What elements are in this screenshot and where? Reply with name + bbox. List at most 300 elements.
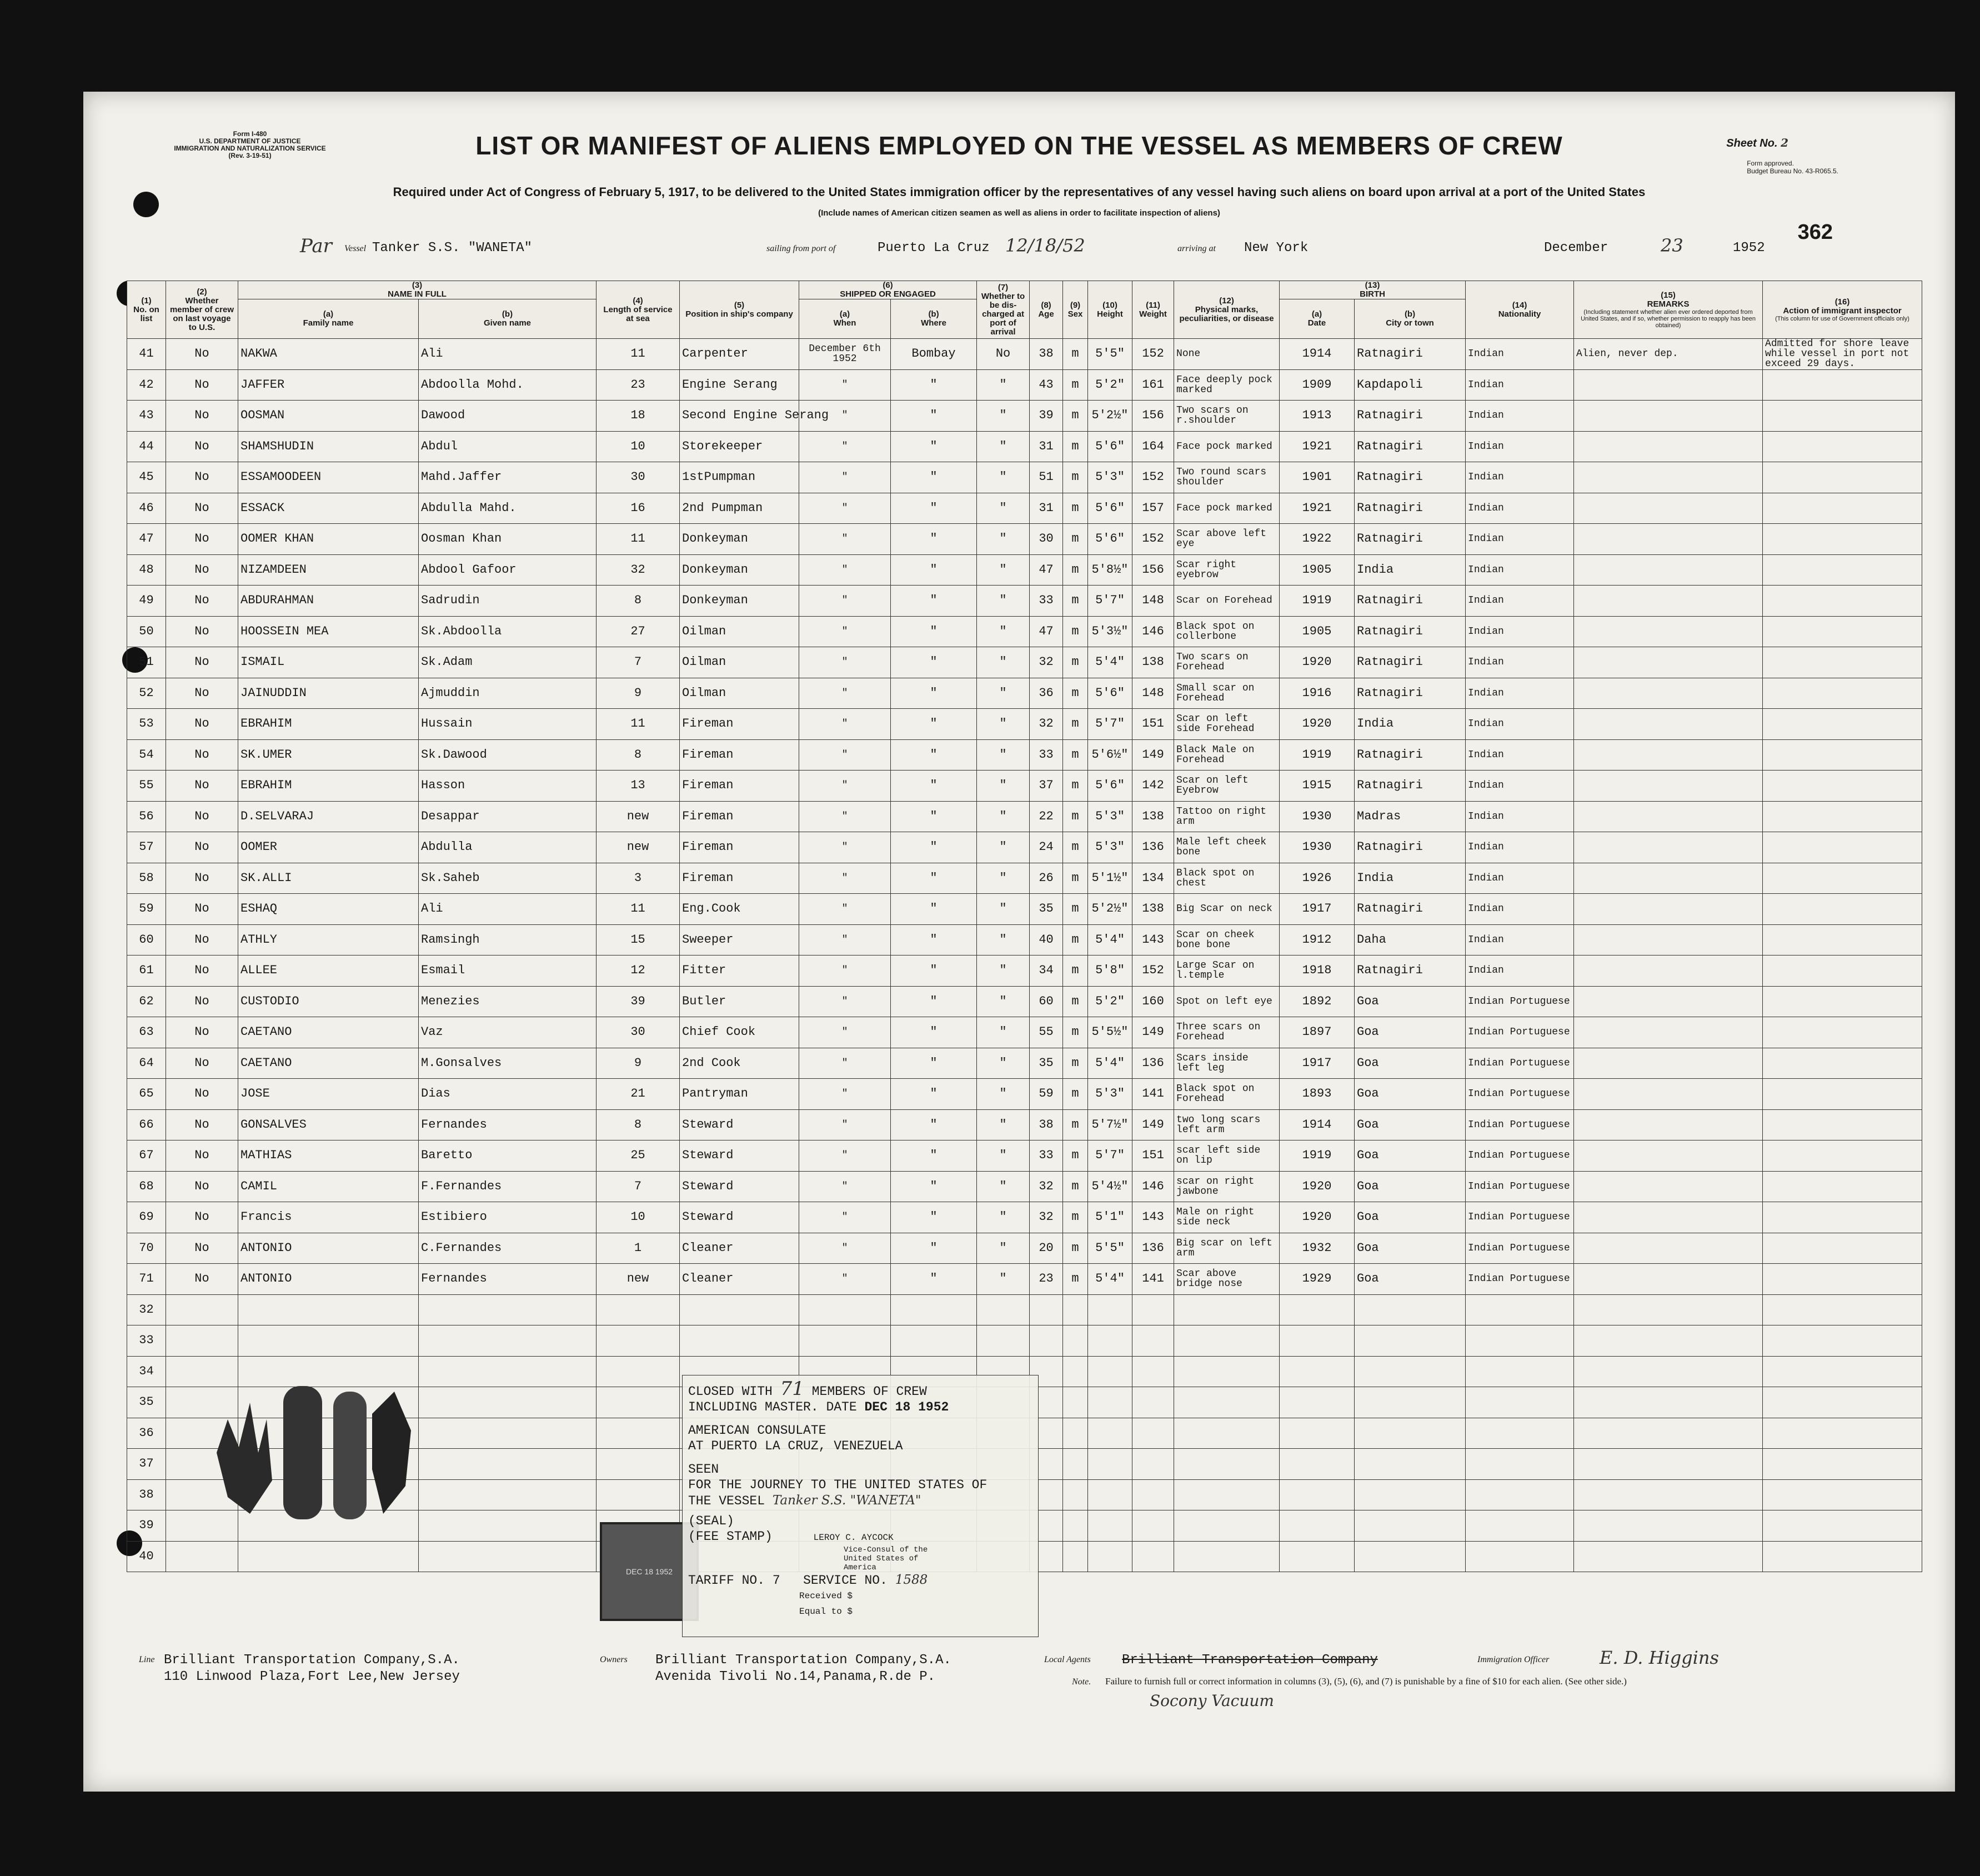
weight-cell: 138 xyxy=(1132,801,1174,832)
sex-cell: m xyxy=(1063,339,1088,370)
shipped-when-cell: " xyxy=(799,1233,891,1264)
physical-marks-cell: None xyxy=(1174,339,1280,370)
row-number-cell: 38 xyxy=(127,1479,166,1510)
service-length-cell: 11 xyxy=(596,709,680,740)
position-cell: Fireman xyxy=(680,801,799,832)
age-cell: 24 xyxy=(1030,832,1063,863)
given-name-cell: Sk.Abdoolla xyxy=(419,616,596,647)
given-name-cell: Abdul xyxy=(419,431,596,462)
age-cell: 47 xyxy=(1030,554,1063,586)
shipped-when-cell xyxy=(799,1294,891,1325)
birth-city-cell xyxy=(1355,1479,1466,1510)
col-note: (Including statement whether alien ever ordered deported from United States, and if so, whether permission to reapply has been obtained) xyxy=(1581,308,1756,329)
action-cell xyxy=(1763,524,1922,555)
action-cell xyxy=(1763,1140,1922,1172)
physical-marks-cell: two long scars left arm xyxy=(1174,1109,1280,1140)
row-number-cell: 37 xyxy=(127,1449,166,1480)
discharged-cell: " xyxy=(977,1171,1030,1202)
physical-marks-cell: scar on right jawbone xyxy=(1174,1171,1280,1202)
consular-closing-box xyxy=(682,1375,1039,1637)
family-name-cell: GONSALVES xyxy=(238,1109,419,1140)
age-cell: 32 xyxy=(1030,1171,1063,1202)
prev-voyage-cell: No xyxy=(166,493,238,524)
table-row xyxy=(127,1048,1922,1079)
table-row xyxy=(127,1017,1922,1048)
col-label: Nationality xyxy=(1498,309,1541,319)
birth-date-cell xyxy=(1280,1325,1355,1357)
nationality-cell xyxy=(1466,1510,1574,1542)
birth-city-cell: India xyxy=(1355,863,1466,894)
form-number: Form I-480 xyxy=(233,130,267,138)
col-discharged xyxy=(977,281,1030,339)
table-row xyxy=(127,771,1922,802)
row-number-cell: 56 xyxy=(127,801,166,832)
document-number: 362 xyxy=(1797,221,1833,244)
row-number-cell: 57 xyxy=(127,832,166,863)
age-cell: 26 xyxy=(1030,863,1063,894)
prev-voyage-cell: No xyxy=(166,863,238,894)
sex-cell: m xyxy=(1063,1140,1088,1172)
prev-voyage-cell: No xyxy=(166,369,238,401)
shipped-where-cell: " xyxy=(891,586,977,617)
action-cell xyxy=(1763,1171,1922,1202)
action-cell xyxy=(1763,647,1922,678)
action-cell xyxy=(1763,709,1922,740)
birth-city-cell: Goa xyxy=(1355,1048,1466,1079)
age-cell: 36 xyxy=(1030,678,1063,709)
remarks-cell xyxy=(1574,739,1763,771)
row-number-cell: 35 xyxy=(127,1387,166,1418)
given-name-cell: Vaz xyxy=(419,1017,596,1048)
height-cell: 5'5" xyxy=(1088,339,1132,370)
physical-marks-cell: Black spot on collerbone xyxy=(1174,616,1280,647)
remarks-cell xyxy=(1574,1233,1763,1264)
physical-marks-cell xyxy=(1174,1510,1280,1542)
discharged-cell: " xyxy=(977,616,1030,647)
sex-cell: m xyxy=(1063,1048,1088,1079)
shipped-where-cell: " xyxy=(891,616,977,647)
prev-voyage-cell: No xyxy=(166,1109,238,1140)
vessel-label: Vessel xyxy=(344,244,367,253)
shipped-when-cell: " xyxy=(799,493,891,524)
col-label: Whether member of crew on last voyage to U.S. xyxy=(169,296,234,332)
birth-date-cell xyxy=(1280,1356,1355,1387)
action-cell xyxy=(1763,771,1922,802)
col-action xyxy=(1763,281,1922,339)
shipped-when-cell: " xyxy=(799,739,891,771)
discharged-cell: " xyxy=(977,524,1030,555)
shipped-where-cell: " xyxy=(891,1109,977,1140)
given-name-cell: C.Fernandes xyxy=(419,1233,596,1264)
birth-city-cell: India xyxy=(1355,709,1466,740)
agents-name: Brilliant Transportation Company xyxy=(1122,1653,1378,1668)
col-family xyxy=(238,299,419,339)
col-service xyxy=(596,281,680,339)
sex-cell: m xyxy=(1063,1017,1088,1048)
age-cell: 32 xyxy=(1030,1202,1063,1233)
discharged-cell: " xyxy=(977,401,1030,432)
remarks-cell xyxy=(1574,462,1763,493)
birth-city-cell: Ratnagiri xyxy=(1355,678,1466,709)
position-cell: Fireman xyxy=(680,709,799,740)
table-row xyxy=(127,739,1922,771)
col-label: Whether to be dis-charged at port of arrival xyxy=(981,291,1025,337)
remarks-cell xyxy=(1574,586,1763,617)
col-age xyxy=(1030,281,1063,339)
age-cell: 22 xyxy=(1030,801,1063,832)
height-cell: 5'7" xyxy=(1088,709,1132,740)
given-name-cell: Dias xyxy=(419,1079,596,1110)
family-name-cell: CAETANO xyxy=(238,1048,419,1079)
col-position xyxy=(680,281,799,339)
discharged-cell: " xyxy=(977,586,1030,617)
nationality-cell: Indian xyxy=(1466,678,1574,709)
service-length-cell: new xyxy=(596,1264,680,1295)
action-cell xyxy=(1763,1017,1922,1048)
table-row xyxy=(127,986,1922,1017)
arriving-label: arriving at xyxy=(1177,244,1216,253)
position-cell: Second Engine Serang xyxy=(680,401,799,432)
col-num: (6) xyxy=(883,281,893,290)
service-length-cell: 23 xyxy=(596,369,680,401)
family-name-cell: NIZAMDEEN xyxy=(238,554,419,586)
sheet-number xyxy=(1726,136,1788,150)
action-cell xyxy=(1763,1079,1922,1110)
position-cell: Fireman xyxy=(680,739,799,771)
service-length-cell: 39 xyxy=(596,986,680,1017)
family-name-cell: CAMIL xyxy=(238,1171,419,1202)
position-cell: Carpenter xyxy=(680,339,799,370)
action-cell xyxy=(1763,739,1922,771)
col-when xyxy=(799,299,891,339)
birth-city-cell xyxy=(1355,1510,1466,1542)
family-name-cell: CUSTODIO xyxy=(238,986,419,1017)
physical-marks-cell: Large Scar on l.temple xyxy=(1174,955,1280,987)
page-title: LIST OR MANIFEST OF ALIENS EMPLOYED ON THE VESSEL AS MEMBERS OF CREW xyxy=(475,131,1563,160)
row-number-cell: 68 xyxy=(127,1171,166,1202)
physical-marks-cell: Face pock marked xyxy=(1174,493,1280,524)
service-length-cell: 11 xyxy=(596,894,680,925)
nationality-cell: Indian xyxy=(1466,554,1574,586)
row-number-cell: 41 xyxy=(127,339,166,370)
physical-marks-cell: Scar on left side Forehead xyxy=(1174,709,1280,740)
table-row xyxy=(127,1171,1922,1202)
service-length-cell: new xyxy=(596,801,680,832)
height-cell: 5'6" xyxy=(1088,524,1132,555)
weight-cell xyxy=(1132,1294,1174,1325)
col-label: Date xyxy=(1307,318,1326,328)
owners-address: Avenida Tivoli No.14,Panama,R.de P. xyxy=(655,1669,936,1684)
family-name-cell: HOOSSEIN MEA xyxy=(238,616,419,647)
position-cell: Fitter xyxy=(680,955,799,987)
family-name-cell xyxy=(238,1294,419,1325)
birth-city-cell: India xyxy=(1355,554,1466,586)
action-cell xyxy=(1763,986,1922,1017)
empty-row xyxy=(127,1294,1922,1325)
birth-city-cell: Ratnagiri xyxy=(1355,586,1466,617)
birth-city-cell: Kapdapoli xyxy=(1355,369,1466,401)
col-label: NAME IN FULL xyxy=(388,289,447,299)
service-length-cell xyxy=(596,1356,680,1387)
vessel-handwritten: Tanker S.S. "WANETA" xyxy=(772,1493,921,1508)
birth-city-cell: Goa xyxy=(1355,1171,1466,1202)
birth-city-cell xyxy=(1355,1325,1466,1357)
discharged-cell: No xyxy=(977,339,1030,370)
action-cell xyxy=(1763,955,1922,987)
shipped-when-cell: " xyxy=(799,1048,891,1079)
weight-cell: 156 xyxy=(1132,401,1174,432)
weight-cell: 156 xyxy=(1132,554,1174,586)
closed-line xyxy=(688,1378,1032,1400)
action-cell xyxy=(1763,801,1922,832)
birth-date-cell: 1905 xyxy=(1280,616,1355,647)
family-name-cell: ESSACK xyxy=(238,493,419,524)
position-cell: 2nd Pumpman xyxy=(680,493,799,524)
col-num: (14) xyxy=(1512,300,1527,310)
age-cell: 34 xyxy=(1030,955,1063,987)
shipped-where-cell: Bombay xyxy=(891,339,977,370)
table-row xyxy=(127,401,1922,432)
discharged-cell: " xyxy=(977,924,1030,955)
sailing-date-handwritten: 12/18/52 xyxy=(1005,235,1085,256)
family-name-cell: OOMER KHAN xyxy=(238,524,419,555)
form-approval xyxy=(1747,159,1838,175)
action-cell xyxy=(1763,1356,1922,1387)
height-cell: 5'3" xyxy=(1088,832,1132,863)
physical-marks-cell: Two round scars shoulder xyxy=(1174,462,1280,493)
discharged-cell: " xyxy=(977,1079,1030,1110)
family-name-cell: CAETANO xyxy=(238,1017,419,1048)
required-text: Required under Act of Congress of February 5, 1917, to be delivered to the United States immigration officer by the representatives of any vessel having such aliens on board upon arrival at a port of the United States xyxy=(393,185,1646,199)
prev-voyage-cell: No xyxy=(166,554,238,586)
remarks-cell xyxy=(1574,678,1763,709)
prev-voyage-cell: No xyxy=(166,401,238,432)
action-cell xyxy=(1763,1325,1922,1357)
weight-cell: 151 xyxy=(1132,1140,1174,1172)
row-number-cell: 53 xyxy=(127,709,166,740)
weight-cell: 149 xyxy=(1132,1109,1174,1140)
height-cell xyxy=(1088,1418,1132,1449)
sex-cell: m xyxy=(1063,801,1088,832)
shipped-when-cell: " xyxy=(799,1171,891,1202)
birth-date-cell xyxy=(1280,1479,1355,1510)
given-name-cell: Abdulla xyxy=(419,832,596,863)
height-cell xyxy=(1088,1510,1132,1542)
weight-cell: 152 xyxy=(1132,524,1174,555)
col-name xyxy=(238,281,596,299)
shipped-when-cell: " xyxy=(799,771,891,802)
family-name-cell: ATHLY xyxy=(238,924,419,955)
action-cell xyxy=(1763,462,1922,493)
birth-date-cell: 1909 xyxy=(1280,369,1355,401)
remarks-cell xyxy=(1574,1017,1763,1048)
department: U.S. DEPARTMENT OF JUSTICE xyxy=(199,137,301,145)
position-cell: Fireman xyxy=(680,832,799,863)
shipped-where-cell: " xyxy=(891,678,977,709)
height-cell: 5'7½" xyxy=(1088,1109,1132,1140)
shipped-where-cell: " xyxy=(891,863,977,894)
age-cell: 40 xyxy=(1030,924,1063,955)
weight-cell: 136 xyxy=(1132,832,1174,863)
family-name-cell xyxy=(238,1541,419,1572)
family-name-cell: SK.UMER xyxy=(238,739,419,771)
weight-cell: 141 xyxy=(1132,1079,1174,1110)
family-name-cell: EBRAHIM xyxy=(238,709,419,740)
service-length-cell: 8 xyxy=(596,1109,680,1140)
service-length-cell: 3 xyxy=(596,863,680,894)
col-num: (15) xyxy=(1661,290,1676,300)
sex-cell: m xyxy=(1063,678,1088,709)
row-number-cell: 58 xyxy=(127,863,166,894)
shipped-when-cell: " xyxy=(799,955,891,987)
action-cell xyxy=(1763,1479,1922,1510)
birth-city-cell xyxy=(1355,1387,1466,1418)
col-remarks xyxy=(1574,281,1763,339)
row-number-cell: 40 xyxy=(127,1541,166,1572)
nationality-cell: Indian xyxy=(1466,647,1574,678)
position-cell: Pantryman xyxy=(680,1079,799,1110)
shipped-when-cell: " xyxy=(799,586,891,617)
shipped-when-cell: " xyxy=(799,894,891,925)
weight-cell: 149 xyxy=(1132,739,1174,771)
weight-cell xyxy=(1132,1479,1174,1510)
action-cell xyxy=(1763,894,1922,925)
discharged-cell xyxy=(977,1325,1030,1357)
table-row xyxy=(127,493,1922,524)
height-cell: 5'4½" xyxy=(1088,1171,1132,1202)
shipped-where-cell: " xyxy=(891,739,977,771)
position-cell xyxy=(680,1294,799,1325)
weight-cell xyxy=(1132,1510,1174,1542)
height-cell xyxy=(1088,1541,1132,1572)
nationality-cell xyxy=(1466,1479,1574,1510)
row-number-cell: 70 xyxy=(127,1233,166,1264)
col-sub: (a) xyxy=(323,309,334,319)
sex-cell xyxy=(1063,1356,1088,1387)
fee-line xyxy=(688,1529,1032,1545)
nationality-cell: Indian Portuguese xyxy=(1466,1048,1574,1079)
physical-marks-cell: Scars inside left leg xyxy=(1174,1048,1280,1079)
service-length-cell: 8 xyxy=(596,586,680,617)
remarks-cell xyxy=(1574,1541,1763,1572)
discharged-cell: " xyxy=(977,431,1030,462)
discharged-cell: " xyxy=(977,986,1030,1017)
table-row xyxy=(127,1233,1922,1264)
position-cell: Steward xyxy=(680,1202,799,1233)
col-num: (8) xyxy=(1041,300,1051,310)
family-name-cell: EBRAHIM xyxy=(238,771,419,802)
height-cell: 5'4" xyxy=(1088,647,1132,678)
nationality-cell: Indian xyxy=(1466,616,1574,647)
prev-voyage-cell: No xyxy=(166,339,238,370)
remarks-cell xyxy=(1574,524,1763,555)
shipped-when-cell: " xyxy=(799,924,891,955)
given-name-cell xyxy=(419,1418,596,1449)
weight-cell: 164 xyxy=(1132,431,1174,462)
birth-city-cell: Goa xyxy=(1355,1109,1466,1140)
position-cell: Butler xyxy=(680,986,799,1017)
service-length-cell: 12 xyxy=(596,955,680,987)
remarks-cell xyxy=(1574,709,1763,740)
discharged-cell: " xyxy=(977,832,1030,863)
action-cell xyxy=(1763,431,1922,462)
row-number-cell: 49 xyxy=(127,586,166,617)
nationality-cell: Indian Portuguese xyxy=(1466,1264,1574,1295)
shipped-when-cell: " xyxy=(799,554,891,586)
shipped-when-cell: " xyxy=(799,709,891,740)
height-cell: 5'6" xyxy=(1088,431,1132,462)
physical-marks-cell: Scar on Forehead xyxy=(1174,586,1280,617)
remarks-cell xyxy=(1574,924,1763,955)
nationality-cell: Indian xyxy=(1466,894,1574,925)
nationality-cell: Indian Portuguese xyxy=(1466,1079,1574,1110)
discharged-cell: " xyxy=(977,894,1030,925)
given-name-cell: Dawood xyxy=(419,401,596,432)
table-row xyxy=(127,709,1922,740)
physical-marks-cell: Big Scar on neck xyxy=(1174,894,1280,925)
nationality-cell: Indian xyxy=(1466,832,1574,863)
family-name-cell: JOSE xyxy=(238,1079,419,1110)
height-cell: 5'6" xyxy=(1088,493,1132,524)
action-cell xyxy=(1763,554,1922,586)
remarks-cell xyxy=(1574,801,1763,832)
row-number-cell: 60 xyxy=(127,924,166,955)
family-name-cell: JAFFER xyxy=(238,369,419,401)
sex-cell: m xyxy=(1063,369,1088,401)
prev-voyage-cell: No xyxy=(166,586,238,617)
remarks-cell xyxy=(1574,863,1763,894)
col-where xyxy=(891,299,977,339)
remarks-cell xyxy=(1574,1140,1763,1172)
action-cell xyxy=(1763,401,1922,432)
physical-marks-cell: Black spot on Forehead xyxy=(1174,1079,1280,1110)
given-name-cell: Ali xyxy=(419,339,596,370)
row-number-cell: 33 xyxy=(127,1325,166,1357)
family-name-cell: NAKWA xyxy=(238,339,419,370)
birth-date-cell: 1932 xyxy=(1280,1233,1355,1264)
age-cell: 31 xyxy=(1030,493,1063,524)
position-cell xyxy=(680,1325,799,1357)
age-cell: 33 xyxy=(1030,739,1063,771)
shipped-when-cell: " xyxy=(799,1202,891,1233)
nationality-cell: Indian xyxy=(1466,493,1574,524)
row-number-cell: 59 xyxy=(127,894,166,925)
family-name-cell: SK.ALLI xyxy=(238,863,419,894)
remarks-cell xyxy=(1574,493,1763,524)
row-number-cell: 61 xyxy=(127,955,166,987)
action-cell xyxy=(1763,1109,1922,1140)
height-cell: 5'4" xyxy=(1088,1264,1132,1295)
birth-city-cell: Ratnagiri xyxy=(1355,401,1466,432)
physical-marks-cell: Scar above left eye xyxy=(1174,524,1280,555)
col-marks xyxy=(1174,281,1280,339)
arrival-day-handwritten: 23 xyxy=(1661,235,1683,256)
sex-cell: m xyxy=(1063,739,1088,771)
signer-title: Vice-Consul of the United States of America xyxy=(844,1545,928,1572)
given-name-cell: M.Gonsalves xyxy=(419,1048,596,1079)
age-cell: 30 xyxy=(1030,524,1063,555)
discharged-cell: " xyxy=(977,678,1030,709)
weight-cell xyxy=(1132,1356,1174,1387)
remarks-cell xyxy=(1574,1109,1763,1140)
nationality-cell: Indian xyxy=(1466,401,1574,432)
nationality-cell: Indian xyxy=(1466,771,1574,802)
remarks-cell: Alien, never dep. xyxy=(1574,339,1763,370)
service-length-cell xyxy=(596,1294,680,1325)
service-length-cell: 1 xyxy=(596,1233,680,1264)
birth-date-cell: 1892 xyxy=(1280,986,1355,1017)
sex-cell: m xyxy=(1063,832,1088,863)
